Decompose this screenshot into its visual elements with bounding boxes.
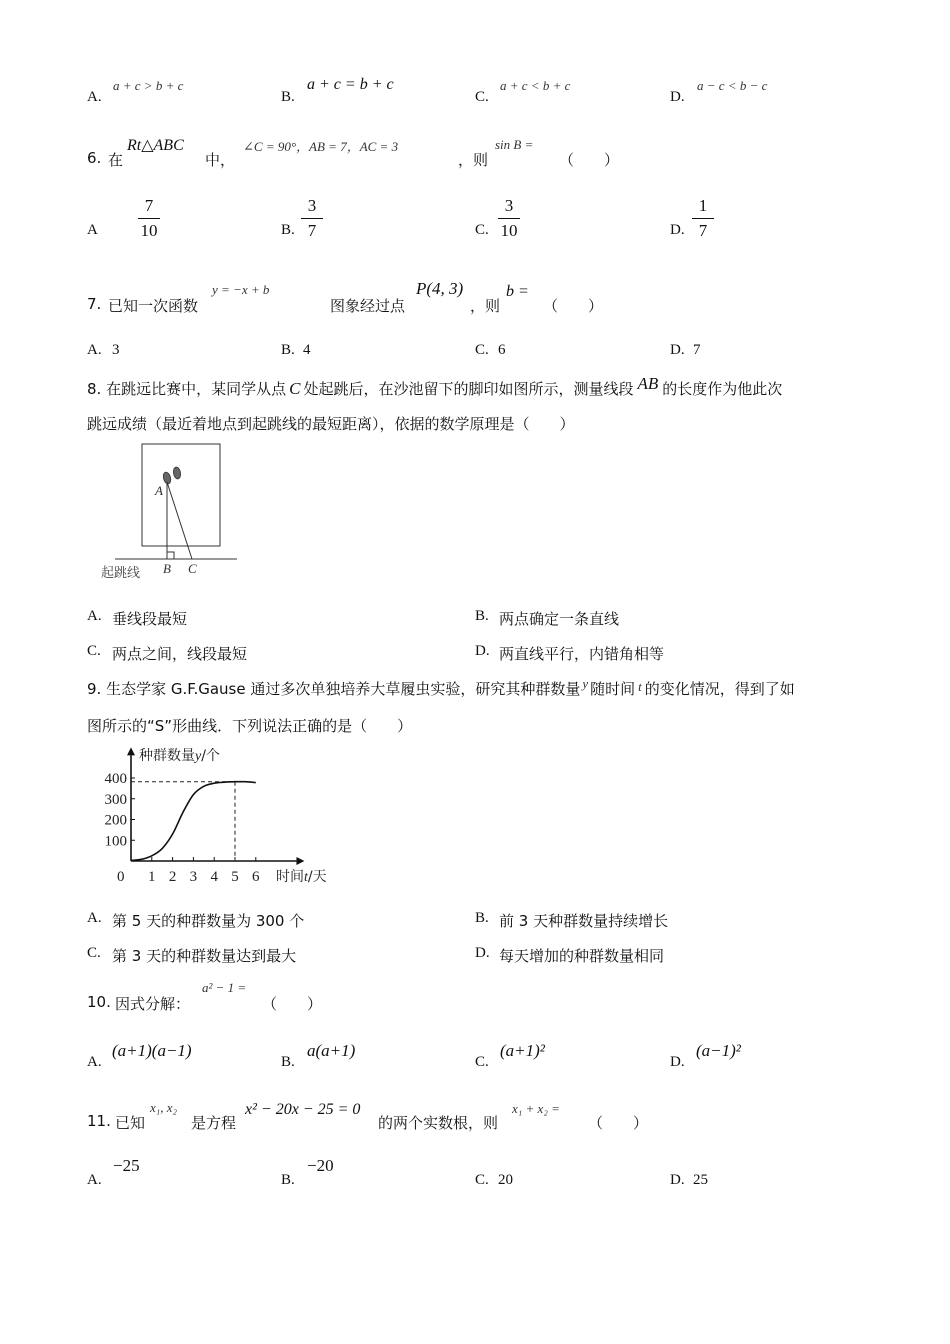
q6-sinb: sin B =	[495, 137, 534, 152]
q7-number: 7.	[87, 295, 102, 313]
label-c: C	[188, 561, 197, 576]
q10-text: 因式分解：	[115, 995, 191, 1013]
q8-long-jump-figure	[95, 438, 255, 588]
label-take-off-line: 起跳线	[101, 566, 141, 581]
q11-paren: （ ）	[588, 1114, 649, 1132]
q9-stem-part-3: 的变化情况，得到了如	[644, 680, 795, 698]
q11-text-1: 已知	[115, 1114, 146, 1132]
q10-expression: a² − 1 =	[202, 980, 247, 995]
q9-var-t: t	[638, 679, 642, 694]
q9-stem-line-2: 图所示的“S”形曲线．下列说法正确的是（ ）	[87, 717, 413, 735]
q7-function: y = −x + b	[212, 282, 270, 297]
q8-option-d-label: D.	[475, 643, 490, 659]
y-axis-arrow	[127, 747, 135, 755]
y-tick-label-100: 100	[104, 833, 127, 850]
q8-option-a-label: A.	[87, 608, 102, 624]
q10-option-a-expr: (a+1)(a−1)	[112, 1041, 192, 1060]
q5-option-d-label: D.	[670, 89, 685, 105]
q11-roots: x₁, x₂	[150, 1100, 178, 1115]
q6-option-a-label: A	[87, 222, 98, 238]
q8-option-a-text: 垂线段最短	[112, 610, 188, 628]
x-label-var: t	[304, 870, 308, 885]
q8-option-c-label: C.	[87, 643, 101, 659]
q7-option-d-label: D.	[670, 342, 685, 358]
q11-sum: x₁ + x₂ =	[512, 1101, 560, 1116]
q9-option-b-text: 前 3 天种群数量持续增长	[499, 912, 669, 930]
chart-origin-label: 0	[117, 869, 125, 885]
q7-option-b-value: 4	[303, 342, 311, 358]
q11-text-2: 是方程	[191, 1114, 237, 1132]
q6-option-c-denominator: 10	[500, 221, 518, 240]
q11-option-d-value: 25	[693, 1172, 708, 1188]
q8-segment-ab: AB	[637, 374, 659, 393]
q11-number: 11.	[87, 1112, 111, 1130]
q5-option-a-expr: a + c > b + c	[113, 78, 184, 93]
q5-option-a-label: A.	[87, 89, 102, 105]
q6-option-a-fraction	[138, 196, 160, 241]
q7-point: P(4, 3)	[416, 279, 464, 298]
q7-text-2: 图象经过点	[330, 297, 406, 315]
s-curve-chart	[95, 740, 355, 890]
q9-option-d-label: D.	[475, 945, 490, 961]
q10-option-a-label: A.	[87, 1054, 102, 1070]
q9-option-a-label: A.	[87, 910, 102, 926]
label-a: A	[155, 483, 163, 498]
q8-stem-part-1: 8. 在跳远比赛中，某同学从点	[87, 380, 287, 398]
q11-text-3: 的两个实数根，则	[378, 1114, 499, 1132]
q9-option-a-text: 第 5 天的种群数量为 300 个	[112, 912, 305, 930]
q5-option-b-label: B.	[281, 89, 295, 105]
q10-option-d-expr: (a−1)²	[696, 1041, 741, 1060]
chart-axes	[127, 747, 304, 865]
q6-text-2: 中，	[205, 151, 236, 169]
y-label-unit: /个	[201, 748, 220, 764]
x-tick-label-2: 2	[168, 869, 177, 885]
q6-option-d-label: D.	[670, 222, 685, 238]
x-axis-arrow	[296, 857, 304, 865]
q9-option-d-text: 每天增加的种群数量相同	[499, 947, 665, 965]
q10-number: 10.	[87, 993, 111, 1011]
s-curve-line-0	[131, 782, 256, 861]
q7-text-3: ，则	[470, 297, 501, 315]
q6-number: 6.	[87, 149, 102, 167]
q11-option-a-label: A.	[87, 1172, 102, 1188]
q9-var-y: y	[582, 676, 589, 691]
q9-option-b-label: B.	[475, 910, 489, 926]
right-angle-mark	[167, 552, 174, 559]
q6-option-b-denominator: 7	[307, 221, 317, 240]
q6-paren: （ ）	[559, 151, 620, 169]
q9-stem-part-1: 9. 生态学家 G.F.Gause 通过多次单独培养大草履虫实验，研究其种群数量	[87, 680, 581, 698]
q8-option-d-text: 两直线平行，内错角相等	[499, 645, 665, 663]
q7-option-d-value: 7	[693, 342, 701, 358]
x-tick-label-3: 3	[189, 869, 198, 885]
q7-option-c-value: 6	[498, 342, 506, 358]
q6-option-d-denominator: 7	[698, 221, 708, 240]
chart-y-axis-label	[139, 747, 220, 764]
q5-option-d-expr: a − c < b − c	[697, 78, 768, 93]
q6-text-3: ，则	[458, 151, 489, 169]
q8-stem-part-3: 的长度作为他此次	[662, 380, 783, 398]
q8-stem-part-2: 处起跳后，在沙池留下的脚印如图所示，测量线段	[303, 380, 634, 398]
q10-option-c-label: C.	[475, 1054, 489, 1070]
q6-option-a-denominator: 10	[140, 221, 158, 240]
q7-paren: （ ）	[543, 297, 604, 315]
x-tick-label-5: 5	[231, 869, 239, 885]
q10-option-d-label: D.	[670, 1054, 685, 1070]
q7-b: b =	[506, 283, 529, 300]
q9-stem-part-2: 随时间	[590, 680, 636, 698]
q10-option-b-expr: a(a+1)	[307, 1041, 356, 1060]
q6-option-b-fraction	[301, 196, 323, 241]
y-label-prefix: 种群数量	[139, 748, 195, 764]
q6-option-a-numerator: 7	[144, 196, 154, 215]
chart-x-axis-label	[276, 869, 327, 885]
q8-point-c: C	[289, 379, 301, 398]
q8-stem-line-2: 跳远成绩（最近着地点到起跳线的最短距离），依据的数学原理是（ ）	[87, 415, 575, 433]
q6-option-c-fraction	[498, 196, 520, 241]
q6-option-c-label: C.	[475, 222, 489, 238]
q6-option-b-label: B.	[281, 222, 295, 238]
q7-option-c-label: C.	[475, 342, 489, 358]
right-footprint	[173, 466, 182, 479]
chart-ticks	[105, 771, 261, 885]
q11-equation: x² − 20x − 25 = 0	[245, 1101, 361, 1118]
q11-option-d-label: D.	[670, 1172, 685, 1188]
q6-option-d-fraction	[692, 196, 714, 241]
q6-option-c-numerator: 3	[504, 196, 514, 215]
x-label-unit: /天	[307, 869, 327, 885]
y-tick-label-400: 400	[104, 771, 127, 787]
y-tick-label-300: 300	[104, 791, 127, 808]
q8-option-b-label: B.	[475, 608, 489, 624]
q8-stem-line-1	[87, 374, 783, 399]
y-tick-label-200: 200	[104, 812, 127, 829]
x-label-prefix: 时间	[276, 869, 304, 885]
q6-triangle: Rt△ABC	[127, 137, 184, 154]
q11-option-c-value: 20	[498, 1172, 513, 1188]
q11-option-b-label: B.	[281, 1172, 295, 1188]
q6-text-1: 在	[108, 151, 124, 169]
sand-pit	[142, 444, 220, 546]
q10-paren: （ ）	[262, 995, 323, 1013]
label-b: B	[163, 561, 171, 576]
q7-option-b-label: B.	[281, 342, 295, 358]
q7-option-a-value: 3	[112, 342, 120, 358]
q5-option-b-expr: a + c = b + c	[307, 76, 394, 93]
y-label-var: y	[195, 749, 202, 764]
q7-option-a-label: A.	[87, 342, 102, 358]
q11-option-a-value: −25	[113, 1156, 140, 1175]
q6-conditions: ∠C = 90°，AB = 7，AC = 3	[243, 139, 399, 154]
q9-option-c-text: 第 3 天的种群数量达到最大	[112, 947, 297, 965]
q10-option-c-expr: (a+1)²	[500, 1041, 545, 1060]
q6-option-b-numerator: 3	[307, 196, 317, 215]
segment-ac	[167, 482, 192, 559]
q5-option-c-expr: a + c < b + c	[500, 78, 571, 93]
q9-stem-line-1	[87, 678, 795, 699]
q11-option-b-value: −20	[307, 1156, 334, 1175]
q10-option-b-label: B.	[281, 1054, 295, 1070]
q5-option-c-label: C.	[475, 89, 489, 105]
x-tick-label-4: 4	[210, 869, 218, 885]
x-tick-label-6: 6	[252, 869, 260, 885]
q8-option-c-text: 两点之间，线段最短	[112, 645, 248, 663]
q6-option-d-numerator: 1	[698, 196, 708, 215]
q8-option-b-text: 两点确定一条直线	[499, 610, 620, 628]
q9-option-c-label: C.	[87, 945, 101, 961]
q11-option-c-label: C.	[475, 1172, 489, 1188]
x-tick-label-1: 1	[148, 869, 156, 885]
q7-text-1: 已知一次函数	[108, 297, 199, 315]
chart-series	[131, 782, 256, 861]
